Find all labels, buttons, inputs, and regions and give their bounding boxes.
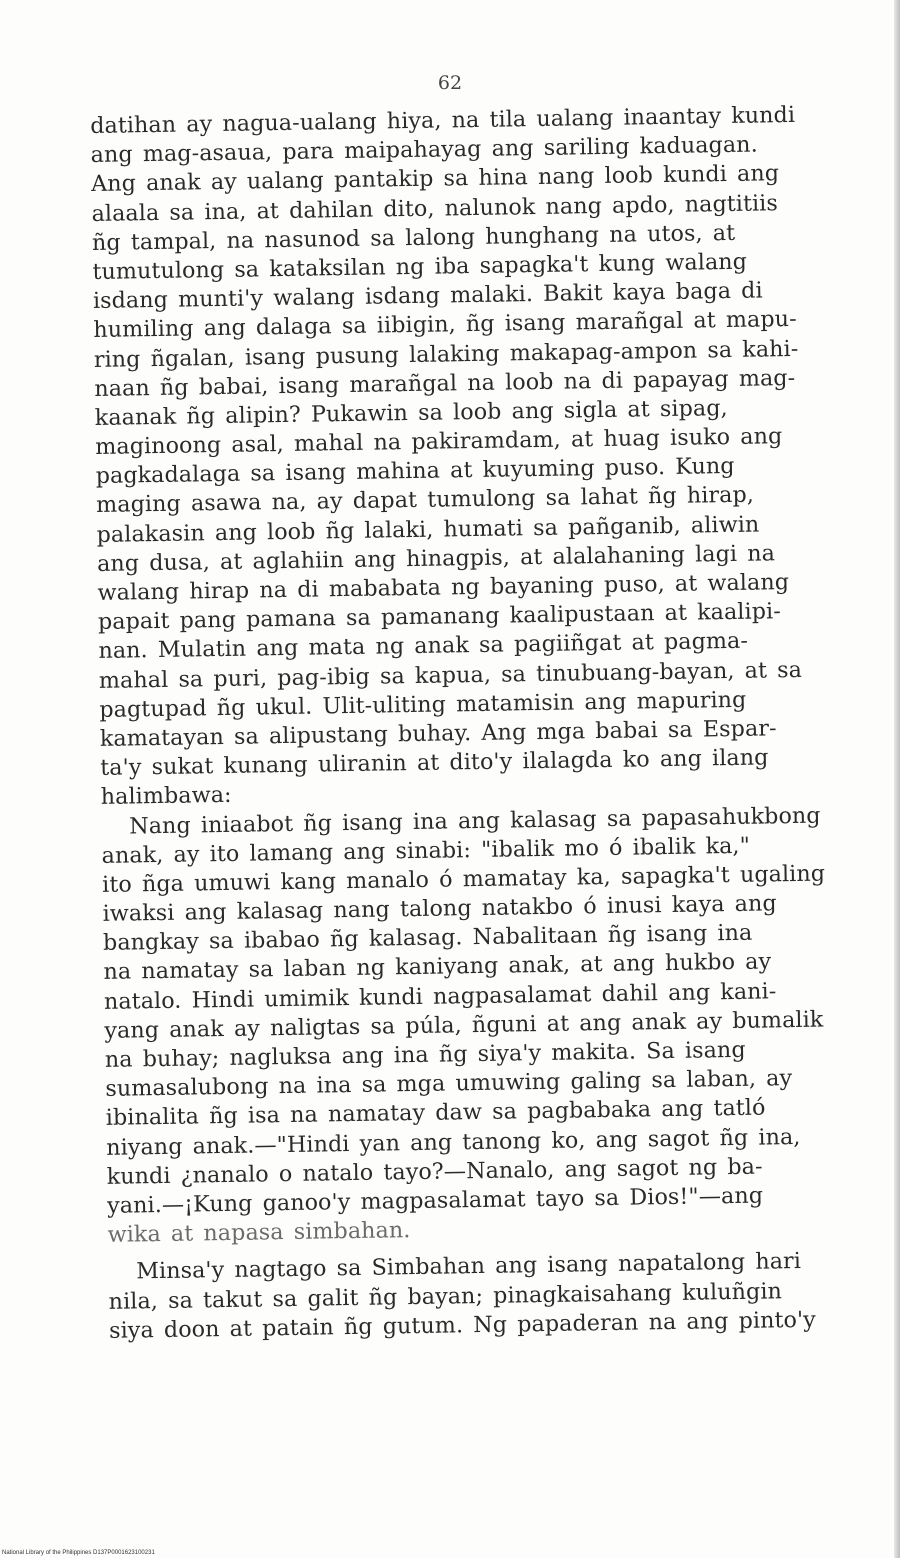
text-line: ring ñgalan, isang pusung lalaking makapag-ampon sa kahi- <box>93 335 799 373</box>
paragraph-2 <box>101 800 868 1250</box>
text-line: wika at napasa simbahan. <box>107 1217 411 1248</box>
text-line: ang mag-asaua, para maipahayag ang sariling kaduagan. <box>90 131 758 169</box>
text-line: kaanak ñg alipin? Pukawin sa loob ang sigla at sipag, <box>94 394 728 431</box>
text-line: kamatayan sa alipustang buhay. Ang mga babai sa Espar- <box>99 715 777 752</box>
paragraph-1 <box>90 100 861 812</box>
text-line: palakasin ang loob ñg lalaki, humati sa pañganib, aliwin <box>96 511 760 548</box>
text-line: maging asawa na, ay dapat tumulong sa lahat ñg hirap, <box>95 482 755 519</box>
text-line: maginoong asal, mahal na pakiramdam, at huag isuko ang <box>95 423 783 461</box>
text-line: anak, ay ito lamang ang sinabi: "ibalik mo ó ibalik ka," <box>101 832 751 869</box>
text-line: yang anak ay naligtas sa púla, ñguni at ang anak ay bumalik <box>104 1006 824 1044</box>
text-line: halimbawa: <box>100 782 232 811</box>
text-line: ta'y sukat kunang uliranin at dito'y ilalagda ko ang ilang <box>100 744 769 782</box>
text-line: siya doon at patain ñg gutum. Ng papaderan na ang pinto'y <box>108 1306 817 1344</box>
text-line: ang dusa, at aglahiin ang hinagpis, at alalahaning lagi na <box>96 540 776 577</box>
library-footer: National Library of the Philippines D137P0001623100231 <box>2 1550 155 1556</box>
text-line: papait pang pamana sa pamanang kaalipustaan at kaalipi- <box>97 598 782 636</box>
text-line: sumasalubong na ina sa mga umuwing galing sa laban, ay <box>105 1065 793 1103</box>
text-line: bangkay sa ibabao ñg kalasag. Nabalitaan ñg isang ina <box>102 919 753 957</box>
body-text <box>90 100 869 1346</box>
text-line: niyang anak.—"Hindi yan ang tanong ko, ang sagot ñg ina, <box>106 1123 801 1161</box>
text-line: iwaksi ang kalasag nang talong natakbo ó inusi kaya ang <box>102 890 777 927</box>
text-line: naan ñg babai, isang marañgal na loob na di papayag mag- <box>94 364 796 402</box>
text-line: pagtupad ñg ukul. Ulit-uliting matamisin ang mapuring <box>99 686 747 723</box>
text-line: alaala sa ina, at dahilan dito, nalunok nang apdo, nagtitiis <box>91 189 779 227</box>
text-line: humiling ang dalaga sa iibigin, ñg isang marañgal at mapu- <box>93 306 797 344</box>
text-line: isdang munti'y walang isdang malaki. Bakit kaya baga di <box>92 277 763 315</box>
text-line: kundi ¿nanalo o natalo tayo?—Nanalo, ang sagot ng ba- <box>106 1153 763 1190</box>
text-line: Ang anak ay ualang pantakip sa hina nang loob kundi ang <box>90 160 780 198</box>
text-line: pagkadalaga sa isang mahina at kuyuming puso. Kung <box>95 453 735 490</box>
text-line: yani.—¡Kung ganoo'y magpasalamat tayo sa Dios!"—ang <box>106 1182 764 1219</box>
text-line: Minsa'y nagtago sa Simbahan ang isang napatalong hari <box>136 1248 802 1285</box>
text-line: na namatay sa laban ng kaniyang anak, at ang hukbo ay <box>103 948 772 986</box>
text-line: datihan ay nagua-ualang hiya, na tila ualang inaantay kundi <box>90 101 796 139</box>
text-line: Nang iniaabot ñg isang ina ang kalasag sa papasahukbong <box>129 802 821 839</box>
text-line: ñg tampal, na nasunod sa lalong hunghang na utos, at <box>91 219 736 256</box>
text-line: walang hirap na di mababata ng bayaning puso, at walang <box>97 569 790 606</box>
paragraph-3 <box>108 1246 869 1345</box>
text-line: nan. Mulatin ang mata ng anak sa pagiiñgat at pagma- <box>98 628 749 665</box>
text-line: ito ñga umuwi kang manalo ó mamatay ka, sapagka't ugaling <box>101 860 826 898</box>
page-number: 62 <box>437 72 463 94</box>
text-line: ibinalita ñg isa na namatay daw sa pagbabaka ang tatló <box>105 1094 766 1132</box>
text-line: na buhay; nagluksa ang ina ñg siya'y makita. Sa isang <box>104 1036 746 1073</box>
text-line: natalo. Hindi umimik kundi nagpasalamat dahil ang kani- <box>103 977 777 1015</box>
text-line: tumutulong sa kataksilan ng iba sapagka't kung walang <box>92 248 748 285</box>
text-line: mahal sa puri, pag-ibig sa kapua, sa tinubuang-bayan, at sa <box>98 656 803 694</box>
page-edge-shadow <box>894 0 900 1558</box>
text-line: nila, sa takut sa galit ñg bayan; pinagkaisahang kuluñgin <box>108 1277 783 1315</box>
